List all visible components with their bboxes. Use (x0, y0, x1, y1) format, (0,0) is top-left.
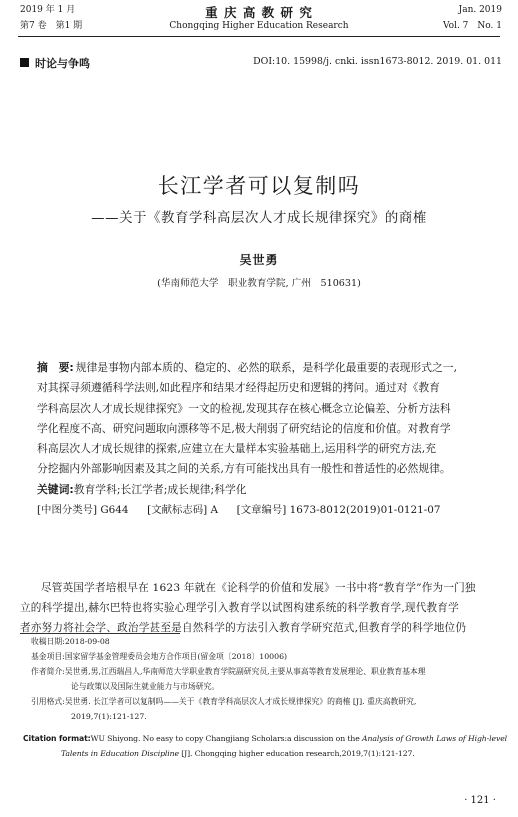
body-line: 者亦努力将社会学、政治学甚至是自然科学的方法引入教育学研究范式,但教育学的科学地位仍 (20, 622, 467, 634)
abstract-line: 摘 要: 规律是事物内部本质的、稳定的、必然的联系，是科学化最重要的表现形式之一, (37, 361, 458, 374)
classification-line (37, 500, 497, 520)
author-name: 吴世勇 (239, 253, 279, 267)
citation-cn-cont: 2019,7(1):121-127. (71, 712, 147, 721)
doc-value: A (210, 504, 219, 517)
keywords-line (37, 480, 497, 500)
section-label: 时论与争鸣 (35, 57, 90, 70)
received-date: 收稿日期:2018-09-08 (31, 637, 110, 646)
keywords-label: 关键词: (37, 482, 74, 496)
header-date-en: Jan. 2019 (458, 5, 502, 15)
abstract-line: 对其探寻须遵循科学法则,如此程序和结果才经得起历史和逻辑的拷问。通过对《教育 (37, 381, 440, 395)
article-title: 长江学者可以复制吗 (157, 174, 361, 198)
abstract-line: 学化程度不高、研究问题取向漂移等不足,极大削弱了研究结论的信度和价值。对教育学 (37, 421, 451, 435)
abstract-line: 科高层次人才成长规律的探索,应建立在大量样本实验基础上,运用科学的研究方法,充 (37, 442, 436, 456)
header-issue-cn: 第7 卷 第1 期 (20, 21, 83, 31)
article-subtitle: ——关于《教育学科高层次人才成长规律探究》的商榷 (91, 211, 427, 226)
clc-value: G644 (100, 504, 129, 517)
abstract-line: 学科高层次人才成长规律探究》一文的检视,发现其存在核心概念立论偏差、分析方法科 (37, 401, 451, 415)
author-affiliation: (华南师范大学 职业教育学院, 广州 510631) (157, 278, 361, 289)
header-journal-cn: 重 庆 高 教 研 究 (205, 5, 313, 20)
header-issue-en: Vol. 7 No. 1 (442, 21, 502, 31)
footnotes (31, 634, 511, 724)
header-date-cn: 2019 年 1 月 (20, 5, 76, 15)
abstract-block (37, 358, 497, 520)
header-rule (18, 36, 500, 37)
keywords-text: 教育学科;长江学者;成长规律;科学化 (73, 482, 247, 496)
author-intro-cont: 论与政策以及国际生就业能力与市场研究。 (71, 682, 220, 691)
body-line: 立的科学提出,赫尔巴特也将实验心理学引入教育学以试图构建系统的科学教育学,现代教育学 (20, 602, 459, 614)
section-square-icon (20, 58, 29, 67)
abstract-line: 分挖掘内外部影响因素及其之间的关系,方有可能找出具有一般性和普适性的必然规律。 (37, 462, 451, 476)
citation-en-label: Citation format: (23, 734, 91, 743)
doc-label: [文献标志码] (147, 504, 208, 517)
clc-label: [中图分类号] (37, 504, 98, 517)
fund-project: 基金项目:国家留学基金管理委员会地方合作项目(留金项〔2018〕10006) (31, 652, 288, 661)
article-number-label: [文章编号] (236, 504, 287, 517)
page-number: · 121 · (464, 795, 496, 806)
author-intro: 作者简介:吴世勇,男,江西瑞昌人,华南师范大学职业教育学院副研究员,主要从事高等教育发展理论、职业教育基本理 (31, 667, 426, 676)
body-text (20, 578, 502, 638)
article-number-value: 1673-8012(2019)01-0121-07 (289, 504, 441, 517)
header-journal-en: Chongqing Higher Education Research (169, 21, 349, 31)
citation-cn: 引用格式:吴世勇. 长江学者可以复制吗——关于《教育学科高层次人才成长规律探究》的商榷 [J]. 重庆高教研究, (31, 697, 417, 706)
body-line: 尽管英国学者培根早在 1623 年就在《论科学的价值和发展》一书中将“教育学”作为一门独 (41, 582, 476, 594)
citation-en: Citation format:WU Shiyong. No easy to copy Changjiang Scholars:a discussion on the Analysis of Growth Laws of High-level Talents in Education Discipline [J]. Chongqing higher education research,2019,7(1):121-127. (23, 734, 508, 758)
doi: DOI:10. 15998/j. cnki. issn1673-8012. 2019. 01. 011 (253, 56, 502, 67)
abstract-label: 摘 要: (37, 361, 74, 374)
